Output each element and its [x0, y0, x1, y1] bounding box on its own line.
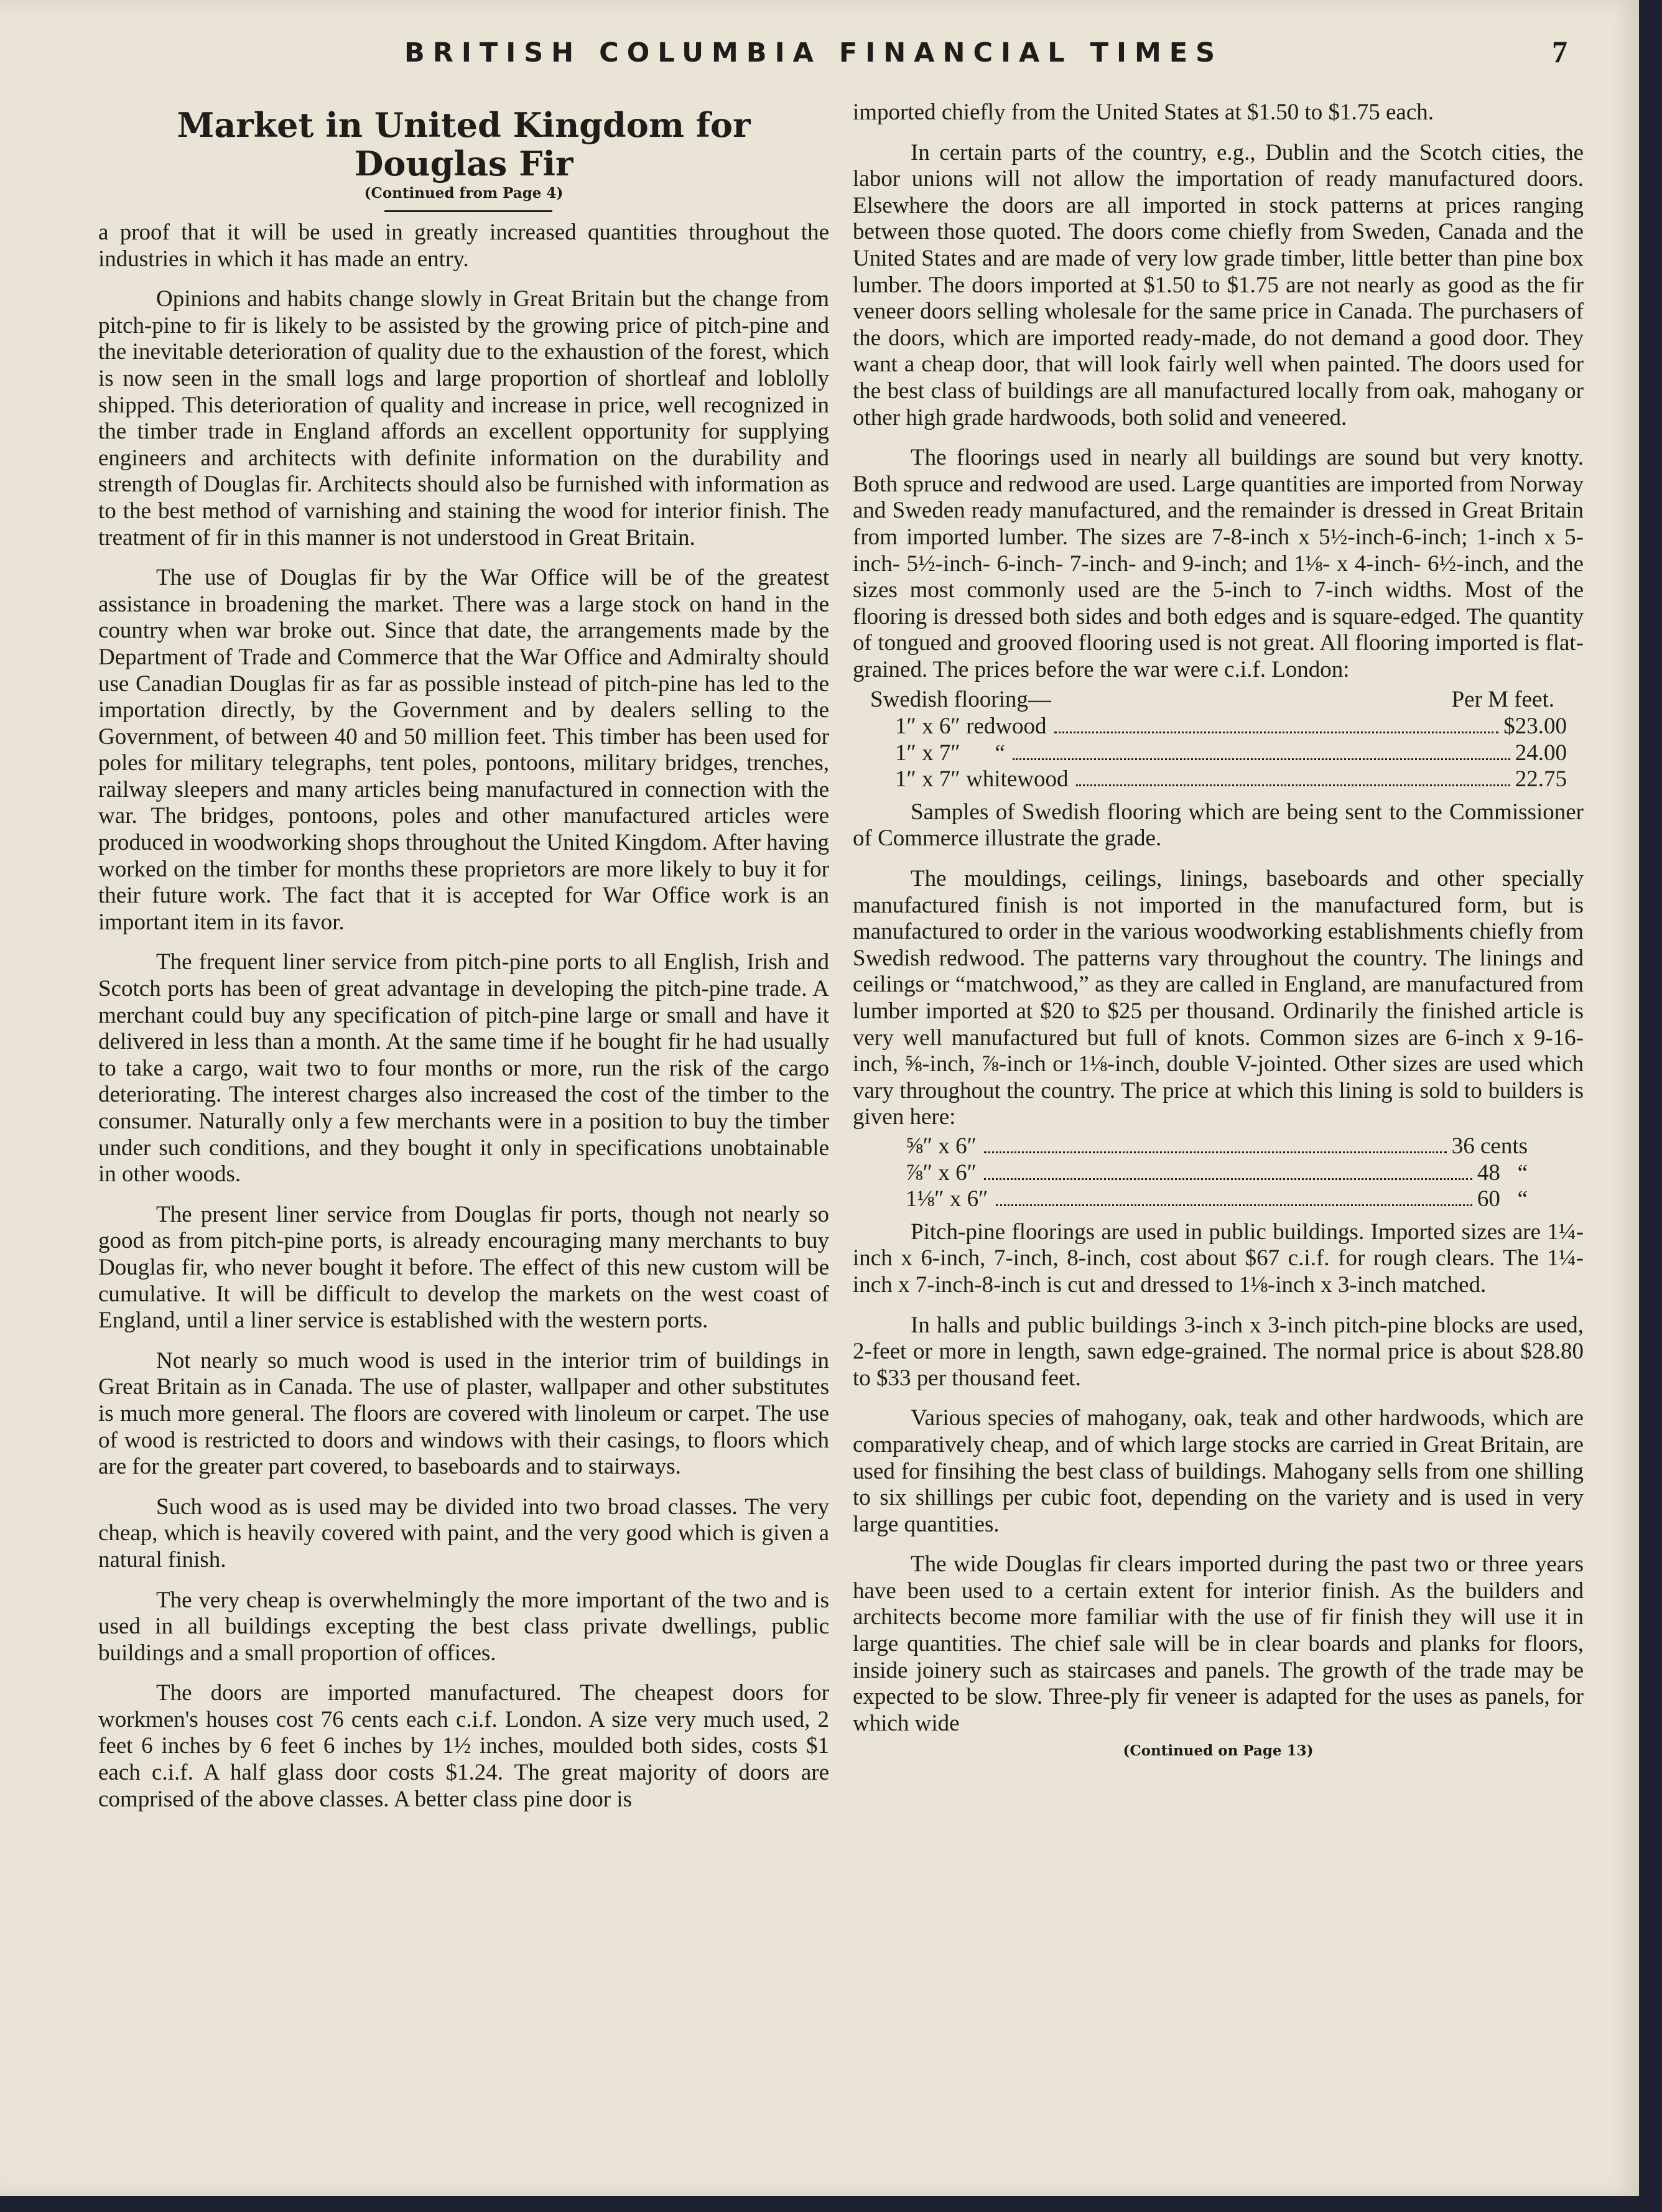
paragraph: The doors are imported manufactured. The cheapest doors for workmen's houses cost 76 cents each c.i.f. London. A size very much used, 2 feet 6 inches by 6 feet 6 inches by 1½ inches, moulded both sides, costs $1 each c.i.f. A half glass door costs $1.24. The great majority of doors are comprised of the above classes. A better class pine door is [98, 1680, 829, 1812]
continued-on-note: (Continued on Page 13) [1123, 1742, 1314, 1760]
lining-row [906, 1133, 1528, 1160]
leader-dots [1013, 758, 1510, 760]
paragraph: The frequent liner service from pitch-pine ports to all English, Irish and Scotch ports has been of great advantage in developing the pitch-pine trade. A merchant could buy any specification of pitch-pine large or small and have it delivered in less than a month. At the same time if he bought fir he had usually to take a cargo, wait two to four months or more, run the risk of the cargo deteriorating. The interest charges also increased the cost of the timber to the consumer. Naturally only a few merchants were in a position to buy the timber under such conditions, and they bought it only in specifications unobtainable in other woods. [98, 949, 829, 1187]
left-column [98, 100, 829, 1826]
lining-size: ⅝″ x 6″ [906, 1133, 977, 1159]
leader-dots [984, 1178, 1472, 1180]
continued-from-note: (Continued from Page 4) [364, 185, 564, 202]
flooring-table-header [870, 687, 1567, 713]
paragraph: The floorings used in nearly all buildings are sound but very knotty. Both spruce and redwood are used. Large quantities are imported from Norway and Sweden ready manufactured, and the remainder is dressed in Great Britain from imported lumber. The sizes are 7-8-inch x 5½-inch-6-inch; 1-inch x 5-inch- 5½-inch- 6-inch- 7-inch- and 9-inch; and 1⅛- x 4-inch- 6½-inch, and the sizes most commonly used are the 5-inch to 7-inch widths. Most of the flooring is dressed both sides and both edges and is square-edged. The quantity of tongued and grooved flooring used is not great. All flooring imported is flat-grained. The prices before the war were c.i.f. London: [853, 445, 1584, 682]
leader-dots [984, 1151, 1447, 1153]
paragraph: Such wood as is used may be divided into two broad classes. The very cheap, which is heavily covered with paint, and the very good which is given a natural finish. [98, 1494, 829, 1573]
flooring-row [870, 766, 1567, 793]
paragraph: Not nearly so much wood is used in the interior trim of buildings in Great Britain as in Canada. The use of plaster, wallpaper and other substitutes is much more general. The floors are covered with linoleum or carpet. The use of wood is restricted to doors and windows with their casings, to floors which are for the greater part covered, to baseboards and to stairways. [98, 1347, 829, 1480]
flooring-price: 24.00 [1515, 740, 1567, 766]
right-column [853, 100, 1584, 1765]
flooring-price-table [870, 687, 1567, 792]
paragraph: The wide Douglas fir clears imported during the past two or three years have been used to a certain extent for interior finish. As the builders and architects become more familiar with the use of fir finish they will use it in large quantities. The chief sale will be in clear boards and planks for floors, inside joinery such as staircases and panels. The growth of the trade may be expected to be slow. Three-ply fir veneer is adapted for the uses as panels, for which wide [853, 1551, 1584, 1736]
flooring-price: $23.00 [1503, 713, 1567, 740]
lining-size: 1⅛″ x 6″ [906, 1186, 988, 1212]
leader-dots [996, 1204, 1472, 1206]
lining-price: 48 “ [1477, 1159, 1528, 1186]
paragraph: Pitch-pine floorings are used in public buildings. Imported sizes are 1¼-inch x 6-inch, 7-inch, 8-inch, cost about $67 c.i.f. for rough clears. The 1¼-inch x 7-inch-8-inch is cut and dressed to 1⅛-inch x 3-inch matched. [853, 1219, 1584, 1298]
paragraph: a proof that it will be used in greatly increased quantities throughout the industries in which it has made an entry. [98, 220, 829, 272]
paragraph: The mouldings, ceilings, linings, baseboards and other specially manufactured finish is not imported in the manufactured form, but is manufactured to order in the various woodworking establishments chiefly from Swedish redwood. The patterns vary throughout the country. The linings and ceilings or “matchwood,” as they are called in England, are manufactured from lumber imported at $20 to $25 per thousand. Ordinarily the finished article is very well manufactured but full of knots. Common sizes are 6-inch x 9-16-inch, ⅝-inch, ⅞-inch or 1⅛-inch, double V-jointed. Other sizes are used which vary throughout the country. The price at which this lining is sold to builders is given here: [853, 866, 1584, 1130]
flooring-size: 1″ x 7″ whitewood [895, 766, 1069, 792]
lining-row [906, 1160, 1528, 1187]
paragraph: imported chiefly from the United States at $1.50 to $1.75 each. [853, 100, 1434, 125]
flooring-price: 22.75 [1515, 766, 1567, 792]
flooring-row [870, 713, 1567, 740]
publication-title: BRITISH COLUMBIA FINANCIAL TIMES [404, 37, 1223, 68]
flooring-table-heading: Swedish flooring— [870, 687, 1051, 713]
title-divider [384, 210, 552, 212]
paragraph: Samples of Swedish flooring which are being sent to the Commissioner of Commerce illustrate the grade. [853, 799, 1584, 852]
paragraph: In halls and public buildings 3-inch x 3-inch pitch-pine blocks are used, 2-feet or more in length, sawn edge-grained. The normal price is about $28.80 to $33 per thousand feet. [853, 1312, 1584, 1391]
leader-dots [1076, 784, 1510, 786]
article-title: Market in United Kingdom for Douglas Fir [177, 105, 751, 184]
flooring-size: 1″ x 7″ “ [895, 740, 1005, 766]
lining-price: 60 “ [1477, 1186, 1528, 1212]
page-header [0, 34, 1592, 87]
flooring-table-unit: Per M feet. [1451, 687, 1554, 713]
paragraph: The very cheap is overwhelmingly the more important of the two and is used in all buildings excepting the best class private dwellings, public buildings and a small proportion of offices. [98, 1587, 829, 1666]
lining-size: ⅞″ x 6″ [906, 1159, 977, 1186]
page-number: 7 [1552, 34, 1567, 69]
paragraph: Opinions and habits change slowly in Great Britain but the change from pitch-pine to fir is likely to be assisted by the growing price of pitch-pine and the inevitable deterioration of quality due to the exhaustion of the forest, which is now seen in the small logs and large proportion of shortleaf and loblolly shipped. This deterioration of quality and increase in price, well recognized in the timber trade in England affords an excellent opportunity for supplying engineers and architects with definite information on the durability and strength of Douglas fir. Architects should also be furnished with information as to the best method of varnishing and staining the wood for interior finish. The treatment of fir in this manner is not understood in Great Britain. [98, 286, 829, 551]
paragraph: Various species of mahogany, oak, teak and other hardwoods, which are comparatively cheap, and of which large stocks are carried in Great Britain, are used for finsihing the best class of buildings. Mahogany sells from one shilling to six shillings per cubic foot, depending on the variety and is used in very large quantities. [853, 1405, 1584, 1537]
paragraph: The use of Douglas fir by the War Office will be of the greatest assistance in broadening the market. There was a large stock on hand in the country when war broke out. Since that date, the arrangements made by the Department of Trade and Commerce that the War Office and Admiralty should use Canadian Douglas fir as far as possible instead of pitch-pine has led to the importation directly, by the Government and by dealers selling to the Government, of between 40 and 50 million feet. This timber has been used for poles for military telegraphs, tent poles, pontoons, military bridges, trenches, railway sleepers and many articles being manufactured in connection with the war. The bridges, pontoons, poles and other manufactured articles were produced in woodworking shops throughout the United Kingdom. After having worked on the timber for months these proprietors are more likely to buy it for their future work. The fact that it is accepted for War Office work is an important item in its favor. [98, 565, 829, 935]
paragraph: In certain parts of the country, e.g., Dublin and the Scotch cities, the labor unions will not allow the importation of ready manufactured doors. Elsewhere the doors are all imported in stock patterns at prices ranging between those quoted. The doors come chiefly from Sweden, Canada and the United States and are made of very low grade timber, little better than pine box lumber. The doors imported at $1.50 to $1.75 are not nearly as good as the fir veneer doors selling wholesale for the same price in Canada. The purchasers of the doors, which are imported ready-made, do not demand a good door. They want a cheap door, that will look fairly well when painted. The doors used for the best class of buildings are all manufactured locally from oak, mahogany or other high grade hardwoods, both solid and veneered. [853, 139, 1584, 430]
paragraph: The present liner service from Douglas fir ports, though not nearly so good as from pitch-pine ports, is already encouraging many merchants to buy Douglas fir, who never bought it before. The effect of this new custom will be cumulative. It will be difficult to develop the markets on the west coast of England, until a liner service is established with the western ports. [98, 1201, 829, 1334]
lining-row [906, 1186, 1528, 1213]
lining-price: 36 cents [1451, 1133, 1528, 1159]
flooring-size: 1″ x 6″ redwood [895, 713, 1047, 740]
flooring-row [870, 740, 1567, 767]
lining-price-table [906, 1133, 1528, 1213]
leader-dots [1054, 732, 1499, 733]
